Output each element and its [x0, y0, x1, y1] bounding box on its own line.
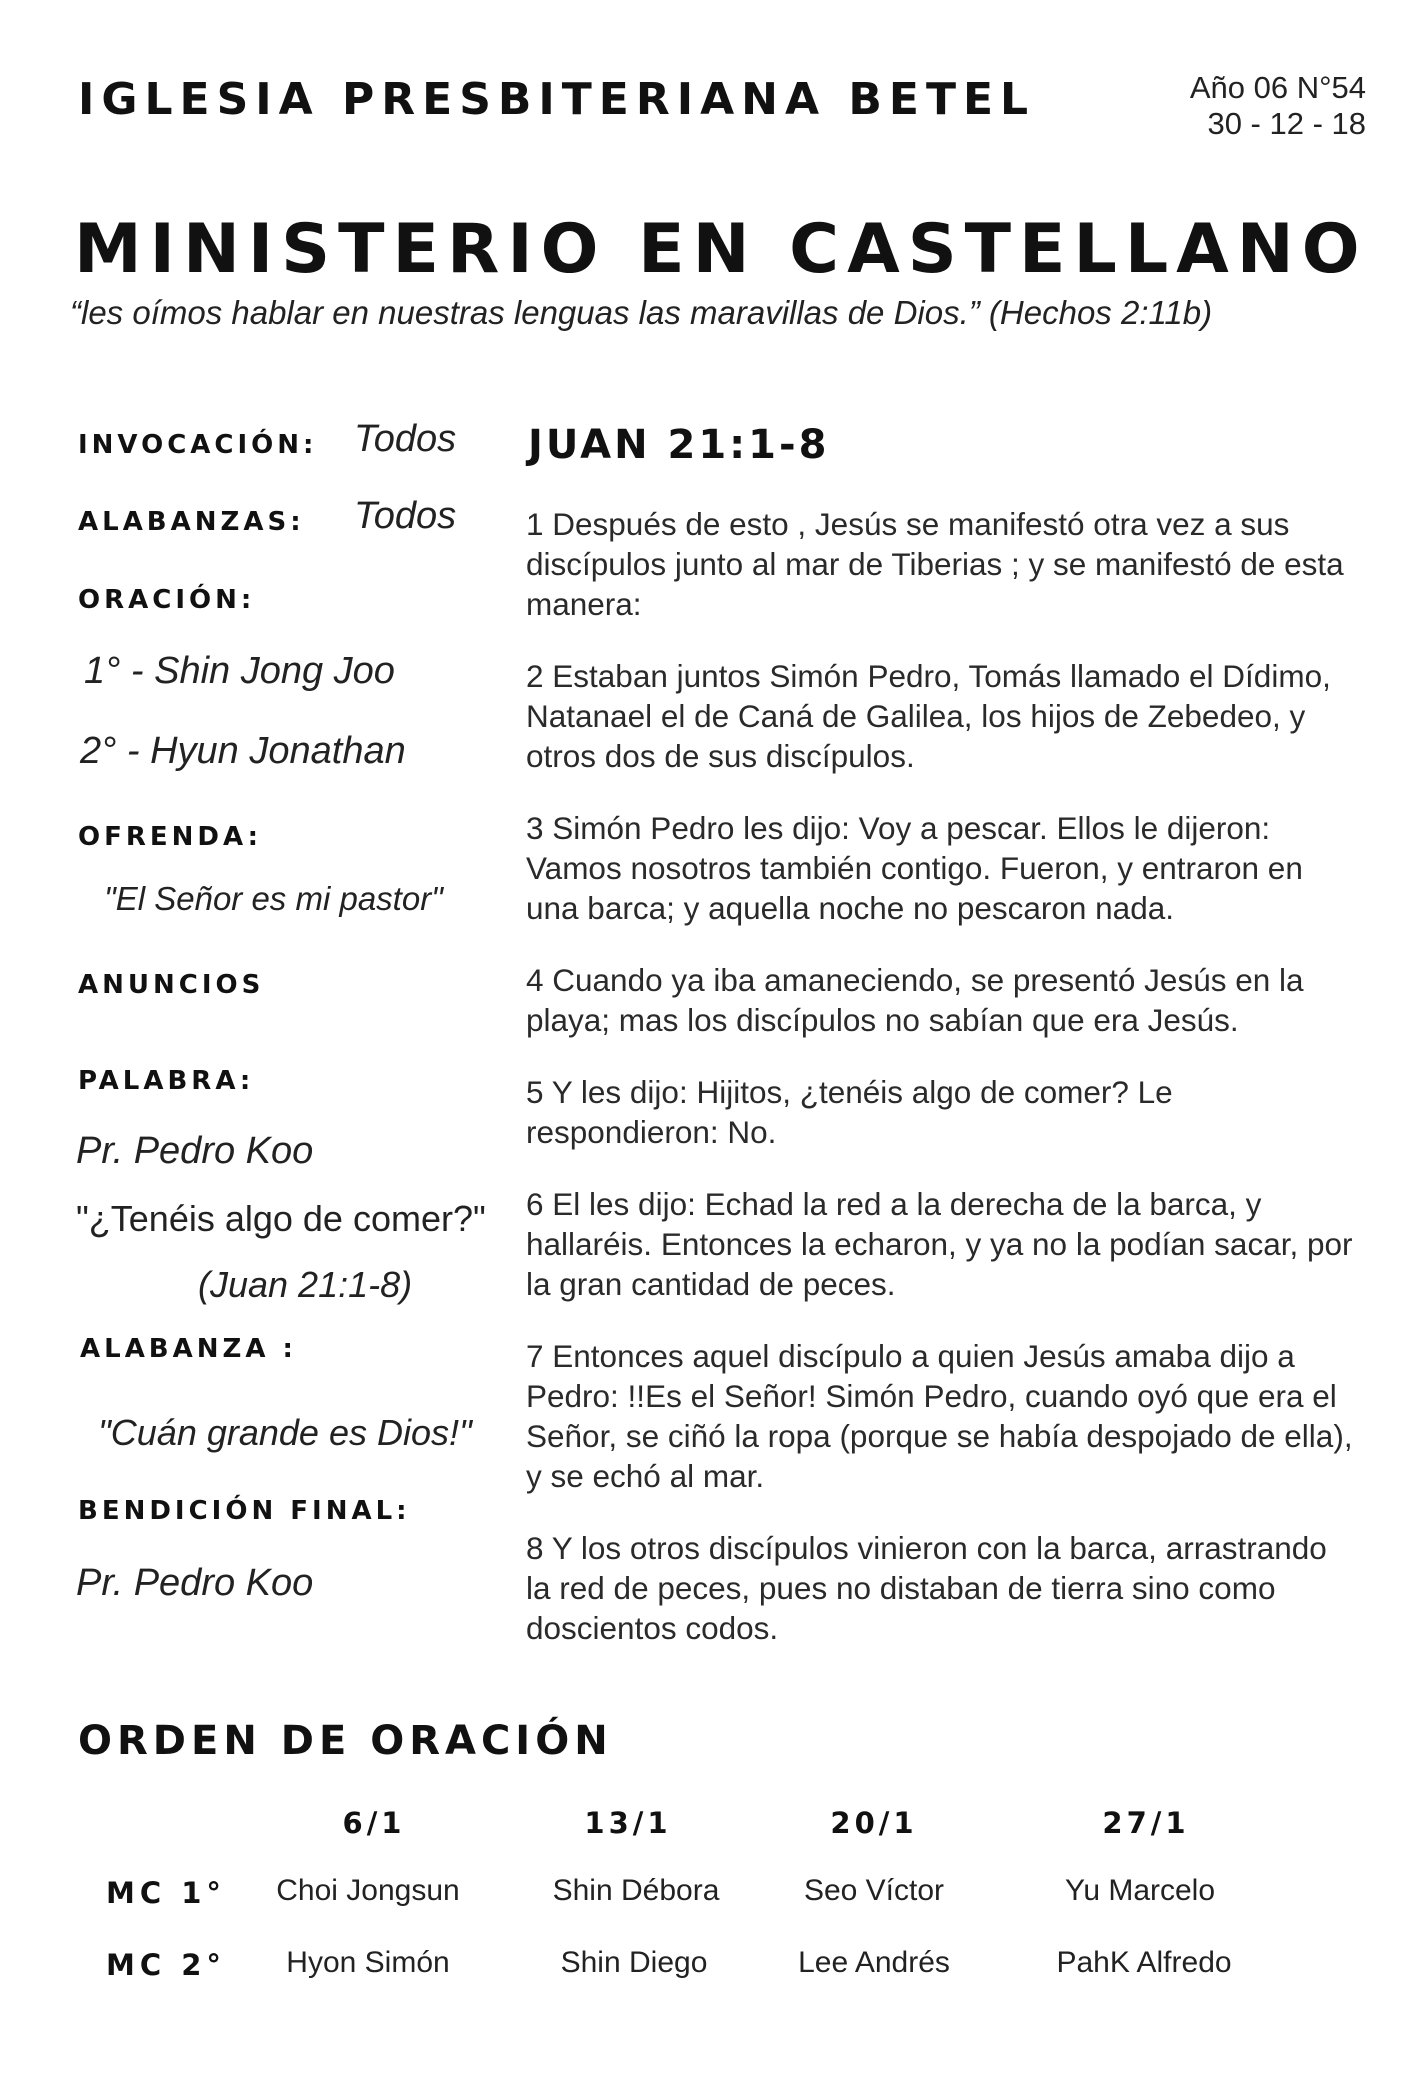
date-header: 6/1 — [342, 1806, 406, 1840]
verse-4: 4 Cuando ya iba amaneciendo, se presentó Jesús en la playa; mas los discípulos no sabían que era Jesús. — [526, 962, 1304, 1038]
prayer-cell: PahK Alfredo — [1056, 1946, 1232, 1979]
prayer-cell: Lee Andrés — [798, 1946, 950, 1979]
palabra-preacher: Pr. Pedro Koo — [76, 1130, 314, 1172]
date-header: 20/1 — [830, 1806, 918, 1840]
alabanzas-label: ALABANZAS: — [78, 507, 305, 537]
palabra-label: PALABRA: — [78, 1066, 255, 1096]
verse-5: 5 Y les dijo: Hijitos, ¿tenéis algo de comer? Le respondieron: No. — [526, 1074, 1173, 1150]
verse-2: 2 Estaban juntos Simón Pedro, Tomás llamado el Dídimo, Natanael el de Caná de Galilea, los hijos de Zebedeo, y otros dos de sus discípulos. — [526, 658, 1331, 774]
ministry-motto: “les oímos hablar en nuestras lenguas las maravillas de Dios.” (Hechos 2:11b) — [70, 294, 1213, 331]
invocacion-value: Todos — [354, 418, 457, 460]
prayer-cell: Seo Víctor — [803, 1874, 945, 1907]
palabra-sermon: "¿Tenéis algo de comer?" — [76, 1198, 486, 1239]
church-name: IGLESIA PRESBITERIANA BETEL — [78, 74, 1036, 125]
prayer-cell: Shin Diego — [560, 1946, 708, 1979]
verse-7: 7 Entonces aquel discípulo a quien Jesús amaba dijo a Pedro: !!Es el Señor! Simón Pedro, cuando oyó que era el Señor, se ciñó la ropa (porque se había despojado de ella), y se echó al mar. — [526, 1338, 1353, 1494]
anuncios-label: ANUNCIOS — [78, 970, 265, 1000]
palabra-reference: (Juan 21:1-8) — [198, 1264, 413, 1305]
issue-date: 30 - 12 - 18 — [1207, 106, 1366, 141]
ofrenda-label: OFRENDA: — [78, 822, 262, 852]
ofrenda-value: "El Señor es mi pastor" — [104, 880, 443, 917]
oracion-item-1: 1° - Shin Jong Joo — [84, 650, 395, 692]
issue-number: Año 06 N°54 — [1189, 70, 1366, 105]
date-header: 13/1 — [584, 1806, 672, 1840]
prayer-cell: Hyon Simón — [286, 1946, 450, 1979]
issue-info — [1190, 70, 1366, 142]
verse-3: 3 Simón Pedro les dijo: Voy a pescar. Ellos le dijeron: Vamos nosotros también contigo. Fueron, y entraron en una barca; y aquella noche no pescaron nada. — [526, 810, 1303, 926]
verse-8: 8 Y los otros discípulos vinieron con la barca, arrastrando la red de peces, pues no distaban de tierra sino como doscientos codos. — [526, 1530, 1327, 1646]
oracion-label: ORACIÓN: — [78, 585, 256, 615]
alabanzas-value: Todos — [354, 495, 457, 537]
prayer-cell: Shin Débora — [552, 1874, 720, 1907]
verse-6: 6 El les dijo: Echad la red a la derecha de la barca, y hallaréis. Entonces la echaron, y ya no la podían sacar, por la gran cantidad de peces. — [526, 1186, 1353, 1302]
verse-1: 1 Después de esto , Jesús se manifestó otra vez a sus discípulos junto al mar de Tiberias ; y se manifestó de esta manera: — [526, 506, 1344, 622]
date-header: 27/1 — [1102, 1806, 1190, 1840]
alabanza-label: ALABANZA : — [80, 1334, 297, 1364]
alabanza-value: "Cuán grande es Dios!" — [98, 1412, 472, 1453]
reading-title: JUAN 21:1-8 — [528, 422, 830, 468]
prayer-cell: Choi Jongsun — [276, 1874, 460, 1907]
row-label: MC 1° — [106, 1876, 226, 1910]
prayer-order-title: ORDEN DE ORACIÓN — [78, 1718, 613, 1764]
bendicion-label: BENDICIÓN FINAL: — [78, 1496, 411, 1526]
prayer-cell: Yu Marcelo — [1064, 1874, 1216, 1907]
ministry-title: MINISTERIO EN CASTELLANO — [74, 210, 1368, 289]
reading-verses — [526, 504, 1356, 1680]
invocacion-label: INVOCACIÓN: — [78, 430, 318, 460]
row-label: MC 2° — [106, 1948, 226, 1982]
bendicion-value: Pr. Pedro Koo — [76, 1562, 314, 1604]
oracion-item-2: 2° - Hyun Jonathan — [80, 730, 406, 772]
